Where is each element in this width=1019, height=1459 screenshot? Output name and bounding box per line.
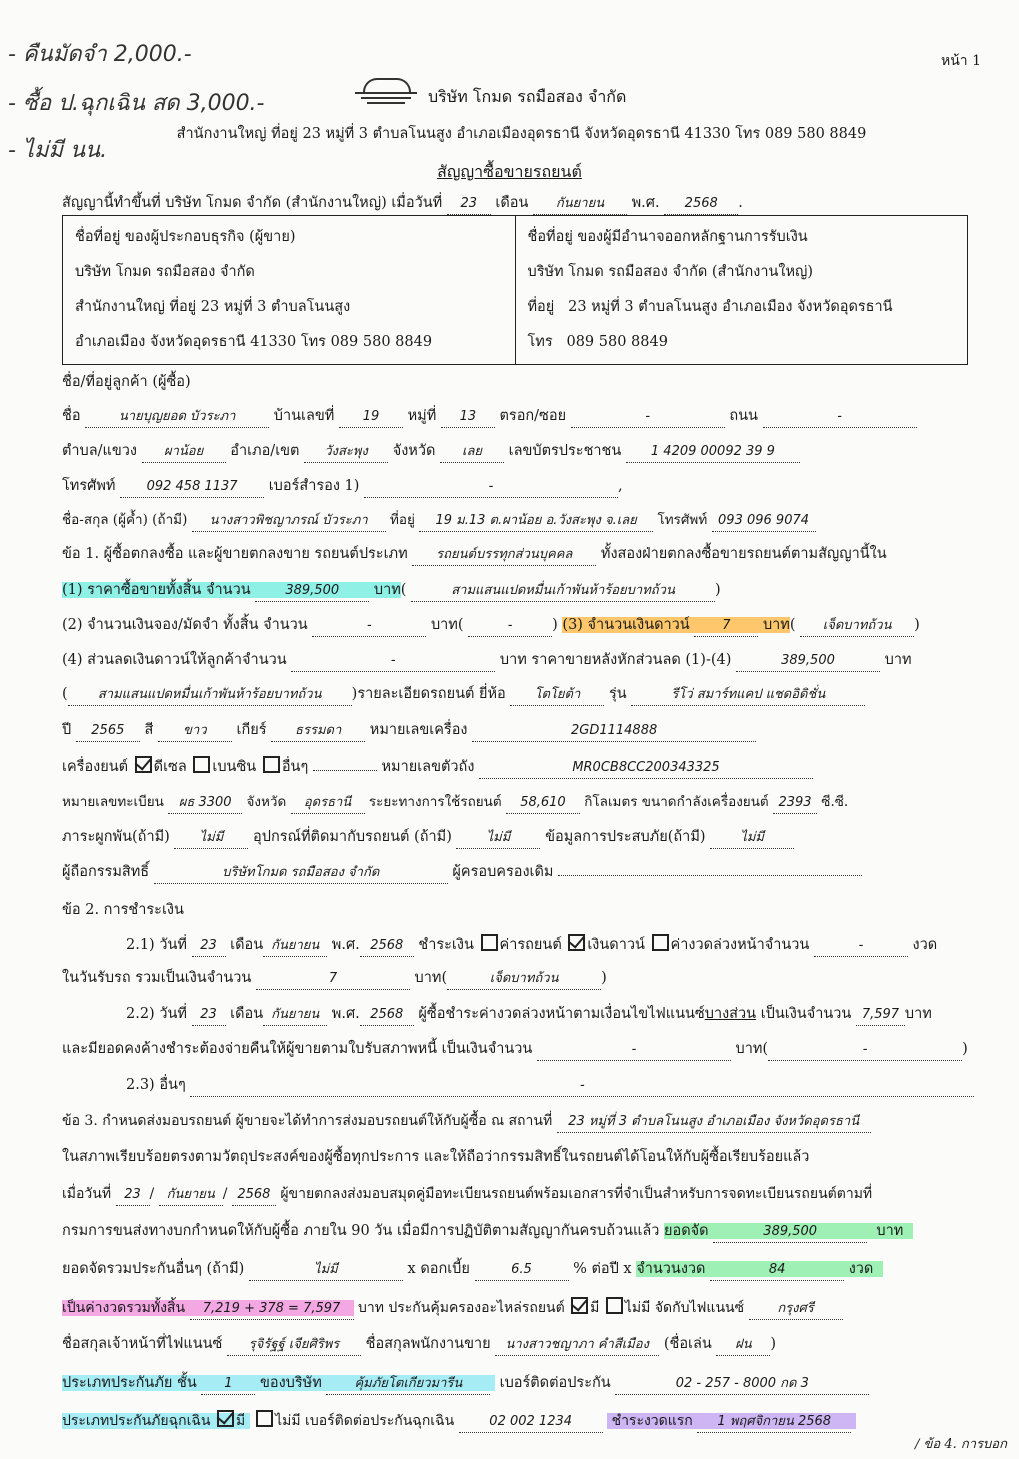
parts-insurance-yes-checkbox[interactable] bbox=[571, 1297, 588, 1314]
diesel-checkbox[interactable] bbox=[135, 756, 152, 773]
issuer-box: ชื่อที่อยู่ ของผู้มีอำนาจออกหลักฐานการรับเงิน บริษัท โกมด รถมือสอง จำกัด (สำนักงานใหญ่) ที่อยู่ 23 หมู่ที่ 3 ตำบลโนนสูง อำเภอเมือง จังหวัดอุดรธานี โทร 089 580 8849 bbox=[515, 216, 968, 365]
clause3-row2: ในสภาพเรียบร้อยตรงตามวัตถุประสงค์ของผู้ซื้อทุกประการ และให้ถือว่ากรรมสิทธิ์ในรถยนต์ได้โอนให้กับผู้ซื้อเรียบร้อยแล้ว bbox=[62, 1149, 810, 1165]
company-name: บริษัท โกมด รถมือสอง จำกัด bbox=[428, 87, 627, 106]
buyer-id: 1 4209 00092 39 9 bbox=[626, 442, 800, 463]
guarantor-row: ชื่อ-สกุล (ผู้ค้ำ) (ถ้ามี) นางสาวพิชญาภรณ์ บัวระภา ที่อยู่ 19 ม.13 ต.ผาน้อย อ.วังสะพุง จ.เลย โทรศัพท์ 093 096 9074 bbox=[62, 510, 979, 532]
down-payment: 7 bbox=[694, 616, 758, 637]
officer-row: ชื่อสกุลเจ้าหน้าที่ไฟแนนซ์ รุจิรัฐฐ์ เจียศิริพร ชื่อสกุลพนักงานขาย นางสาวชญาภา คำสีเมือง (ชื่อเล่น ฝน ) bbox=[62, 1334, 979, 1356]
buyer-name: นายบุญยอด บัวระภา bbox=[85, 407, 269, 428]
contract-intro: สัญญานี้ทำขึ้นที่ บริษัท โกมด จำกัด (สำนักงานใหญ่) เมื่อวันที่ 23 เดือน กันยายน พ.ศ. 2568 . bbox=[62, 193, 979, 215]
finance-amount: 389,500 bbox=[713, 1222, 867, 1243]
lien-row: ภาระผูกพัน(ถ้ามี) ไม่มี อุปกรณ์ที่ติดมากับรถยนต์ (ถ้ามี) ไม่มี ข้อมูลการประสบภัย(ถ้ามี) ไม่มี bbox=[62, 827, 979, 849]
document-title: สัญญาซื้อขายรถยนต์ bbox=[437, 162, 582, 181]
clause3-row1: ข้อ 3. กำหนดส่งมอบรถยนต์ ผู้ขายจะได้ทำการส่งมอบรถยนต์ให้กับผู้ซื้อ ณ สถานที่ 23 หมู่ที่ 3 ตำบลโนนสูง อำเภอเมือง จังหวัดอุดรธานี bbox=[62, 1111, 979, 1133]
outstanding-row: และมียอดคงค้างชำระต้องจ่ายคืนให้ผู้ขายตามใบรับสภาพหนี้ เป็นเงินจำนวน - บาท( - ) bbox=[62, 1039, 979, 1061]
continued-note: / ข้อ 4. การบอก bbox=[915, 1437, 1007, 1452]
installment-amount: 7,219 + 378 = 7,597 bbox=[190, 1299, 354, 1320]
buyer-name-row: ชื่อ นายบุญยอด บัวระภา บ้านเลขที่ 19 หมู่ที่ 13 ตรอก/ซอย - ถนน - bbox=[62, 406, 979, 428]
parts-insurance-no-checkbox[interactable] bbox=[606, 1297, 623, 1314]
discount-row: (4) ส่วนลดเงินดาวน์ให้ลูกค้าจำนวน - บาท ราคาขายหลังหักส่วนลด (1)-(4) 389,500 บาท bbox=[62, 650, 979, 672]
buyer-phone-row: โทรศัพท์ 092 458 1137 เบอร์สำรอง 1) - , bbox=[62, 476, 979, 498]
payment-2-2-row: 2.2) วันที่ 23 เดือน กันยายน พ.ศ. 2568 ผู้ซื้อชำระค่างวดล่วงหน้าตามเงื่อนไขไฟแนนซ์บางส่วน เป็นเงินจำนวน 7,597 บาท bbox=[126, 1004, 979, 1026]
buyer-address-row: ตำบล/แขวง ผาน้อย อำเภอ/เขต วังสะพุง จังหวัด เลย เลขบัตรประชาชน 1 4209 00092 39 9 bbox=[62, 441, 979, 463]
contract-day: 23 bbox=[447, 194, 491, 215]
company-address: สำนักงานใหญ่ ที่อยู่ 23 หมู่ที่ 3 ตำบลโนนสูง อำเภอเมืองอุดรธานี จังหวัดอุดรธานี 41330 โทร 089 580 8849 bbox=[176, 126, 867, 142]
seller-box: ชื่อที่อยู่ ของผู้ประกอบธุรกิจ (ผู้ขาย) บริษัท โกมด รถมือสอง จำกัด สำนักงานใหญ่ ที่อยู่ 23 หมู่ที่ 3 ตำบลโนนสูง อำเภอเมือง จังหวัดอุดรธานี 41330 โทร 089 580 8849 bbox=[63, 216, 516, 365]
down-payment-checkbox[interactable] bbox=[568, 934, 585, 951]
deposit-row: (2) จำนวนเงินจอง/มัดจำ ทั้งสิ้น จำนวน - บาท( - ) (3) จำนวนเงินดาวน์ 7 บาท( เจ็ดบาทถ้วน ) bbox=[62, 615, 979, 637]
fuel-row: เครื่องยนต์ ดีเซล เบนซิน อื่นๆ หมายเลขตัวถัง MR0CB8CC200343325 bbox=[62, 756, 979, 779]
first-payment-date: 1 พฤศจิกายน 2568 bbox=[697, 1412, 851, 1433]
advance-installment-checkbox[interactable] bbox=[652, 934, 669, 951]
installment-count: 84 bbox=[710, 1260, 844, 1281]
payment-2-3-row: 2.3) อื่นๆ - bbox=[126, 1075, 979, 1097]
benzine-checkbox[interactable] bbox=[193, 756, 210, 773]
emergency-insurance-no-checkbox[interactable] bbox=[256, 1410, 273, 1427]
car-brand-row: ( สามแสนแปดหมื่นเก้าพันห้าร้อยบาทถ้วน )รายละเอียดรถยนต์ ยี่ห้อ โตโยต้า รุ่น รีโว่ สมาร์ทแคป แชดอิดิชั่น bbox=[62, 684, 979, 706]
handwritten-note: - คืนมัดจำ 2,000.- bbox=[8, 42, 192, 67]
company-logo-icon bbox=[355, 76, 417, 106]
emergency-insurance-yes-checkbox[interactable] bbox=[217, 1410, 234, 1427]
clause3-row3: เมื่อวันที่ 23 / กันยายน / 2568 ผู้ขายตกลงส่งมอบสมุดคู่มือทะเบียนรถยนต์พร้อมเอกสารที่จำเป็นสำหรับการจดทะเบียนรถยนต์ตามที่ bbox=[62, 1184, 979, 1206]
other-fuel-checkbox[interactable] bbox=[263, 756, 280, 773]
handwritten-note: - ซื้อ ป.ฉุกเฉิน สด 3,000.- bbox=[8, 91, 265, 116]
handwritten-note: - ไม่มี นน. bbox=[8, 138, 108, 163]
interest-row: ยอดจัดรวมประกันอื่นๆ (ถ้ามี) ไม่มี x ดอกเบี้ย 6.5 % ต่อปี x จำนวนงวด 84 งวด bbox=[62, 1259, 979, 1281]
payment-2-1-row: 2.1) วันที่ 23 เดือน กันยายน พ.ศ. 2568 ชำระเงิน ค่ารถยนต์ เงินดาวน์ ค่างวดล่วงหน้าจำนวน - งวด bbox=[126, 934, 979, 957]
emergency-insurance-row: ประเภทประกันภัยฉุกเฉิน มี ไม่มี เบอร์ติดต่อประกันฉุกเฉิน 02 002 1234 ชำระงวดแรก 1 พฤศจิกายน 2568 bbox=[62, 1410, 979, 1433]
plate-row: หมายเลขทะเบียน ผธ 3300 จังหวัด อุดรธานี ระยะทางการใช้รถยนต์ 58,610 กิโลเมตร ขนาดกำลังเครื่องยนต์ 2393 ซี.ซี. bbox=[62, 792, 979, 814]
page-number: หน้า 1 bbox=[940, 53, 981, 69]
total-price: 389,500 bbox=[255, 581, 369, 602]
party-table bbox=[62, 215, 968, 365]
chassis-number: MR0CB8CC200343325 bbox=[479, 758, 813, 779]
clause1-intro: ข้อ 1. ผู้ซื้อตกลงซื้อ และผู้ขายตกลงขาย รถยนต์ประเภท รถยนต์บรรทุกส่วนบุคคล ทั้งสองฝ่ายตกลงซื้อขายรถยนต์ตามสัญญานี้ใน bbox=[62, 544, 979, 566]
car-year-row: ปี 2565 สี ขาว เกียร์ ธรรมดา หมายเลขเครื่อง 2GD1114888 bbox=[62, 720, 979, 742]
payment-total-row: ในวันรับรถ รวมเป็นเงินจำนวน 7 บาท( เจ็ดบาทถ้วน ) bbox=[62, 968, 979, 990]
installment-row: เป็นค่างวดรวมทั้งสิ้น 7,219 + 378 = 7,597 บาท ประกันคุ้มครองอะไหล่รถยนต์ มี ไม่มี จัดกับไฟแนนซ์ กรุงศรี bbox=[62, 1297, 979, 1320]
owner-row: ผู้ถือกรรมสิทธิ์ บริษัทโกมด รถมือสอง จำกัด ผู้ครอบครองเดิม bbox=[62, 862, 979, 884]
clause2-heading: ข้อ 2. การชำระเงิน bbox=[62, 902, 184, 918]
clause3-row4: กรมการขนส่งทางบกกำหนดให้กับผู้ซื้อ ภายใน 90 วัน เมื่อมีการปฏิบัติตามสัญญากันครบถ้วนแล้ว ยอดจัด 389,500 บาท bbox=[62, 1221, 979, 1243]
contract-month: กันยายน bbox=[533, 194, 627, 215]
total-price-row: (1) ราคาซื้อขายทั้งสิ้น จำนวน 389,500 บาท( สามแสนแปดหมื่นเก้าพันห้าร้อยบาทถ้วน ) bbox=[62, 580, 979, 602]
car-price-checkbox[interactable] bbox=[481, 934, 498, 951]
contract-year: 2568 bbox=[664, 194, 738, 215]
insurance-class-row: ประเภทประกันภัย ชั้น 1 ของบริษัท คุ้มภัยโตเกียวมารีน เบอร์ติดต่อประกัน 02 - 257 - 8000 กด 3 bbox=[62, 1373, 979, 1395]
buyer-heading: ชื่อ/ที่อยู่ลูกค้า (ผู้ซื้อ) bbox=[62, 374, 191, 390]
